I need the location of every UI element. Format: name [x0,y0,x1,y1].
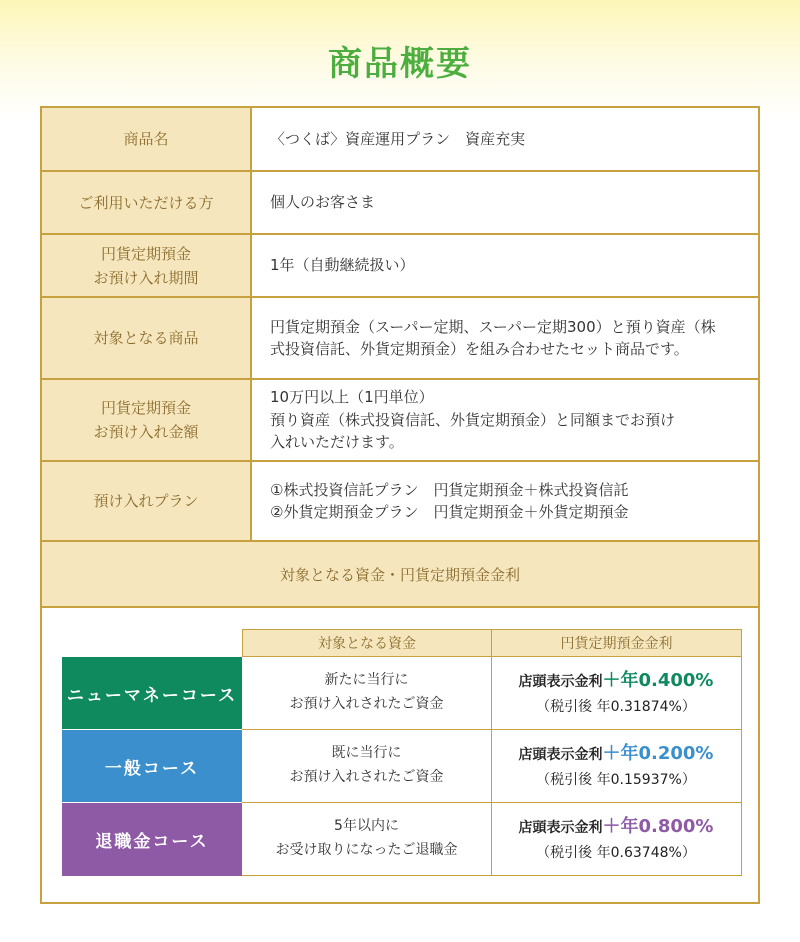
after-tax-rate: （税引後 年0.63748%） [536,845,696,862]
course-name: ニューマネーコース [62,657,242,730]
course-name: 一般コース [62,730,242,803]
after-tax-rate: （税引後 年0.15937%） [536,772,696,789]
row-value: 1年（自動継続扱い） [270,256,415,275]
row-value: 個人のお客さま [270,193,376,212]
rate-line [519,739,714,770]
row-deposit-amount [42,380,758,462]
row-label: 円貨定期預金 お預け入れ期間 [42,235,252,296]
target-funds-cell: 5年以内に お受け取りになったご退職金 [242,803,492,876]
target-funds-cell: 新たに当行に お預け入れされたご資金 [242,657,492,730]
after-tax-rate: （税引後 年0.31874%） [536,699,696,716]
row-value: 〈つくば〉資産運用プラン 資産充実 [270,129,526,148]
row-deposit-period [42,235,758,298]
product-summary-table [40,106,760,904]
row-value: 10万円以上（1円単位） 預り資産（株式投資信託、外貨定期預金）と同額までお預け 入れいただけます。 [270,388,676,452]
row-label: 預け入れプラン [42,462,252,540]
rate-cell [491,730,742,803]
row-target-products [42,298,758,380]
course-row-new-money [62,657,742,730]
rate-line [519,666,714,697]
row-product-name [42,108,758,172]
rate-value: ＋年0.200% [602,742,714,764]
row-value: 円貨定期預金（スーパー定期、スーパー定期300）と預り資産（株 式投資信託、外貨定期預金）を組み合わせたセット商品です。 [270,317,716,358]
course-row-retirement [62,803,742,876]
rate-label: 店頭表示金利 [518,746,603,763]
row-eligible [42,172,758,235]
rate-label: 店頭表示金利 [518,673,603,690]
row-label: 商品名 [42,108,252,170]
row-label: 円貨定期預金 お預け入れ金額 [42,380,252,460]
header-interest-rate: 円貨定期預金金利 [491,629,742,657]
row-value: ①株式投資信託プラン 円貨定期預金＋株式投資信託 ②外貨定期預金プラン 円貨定期預金＋外貨定期預金 [270,480,629,521]
rate-cell [491,657,742,730]
rate-value: ＋年0.400% [602,669,714,691]
rate-line [519,812,714,843]
course-name: 退職金コース [62,803,242,876]
header-target-funds: 対象となる資金 [242,629,492,657]
target-funds-cell: 既に当行に お預け入れされたご資金 [242,730,492,803]
row-deposit-plan [42,462,758,542]
page-title: 商品概要 [328,44,472,84]
row-label: ご利用いただける方 [42,172,252,233]
course-row-general [62,730,742,803]
rate-value: ＋年0.800% [602,815,714,837]
rate-label: 店頭表示金利 [518,819,603,836]
section-title: 対象となる資金・円貨定期預金金利 [42,542,758,608]
row-label: 対象となる商品 [42,298,252,378]
rate-cell [491,803,742,876]
